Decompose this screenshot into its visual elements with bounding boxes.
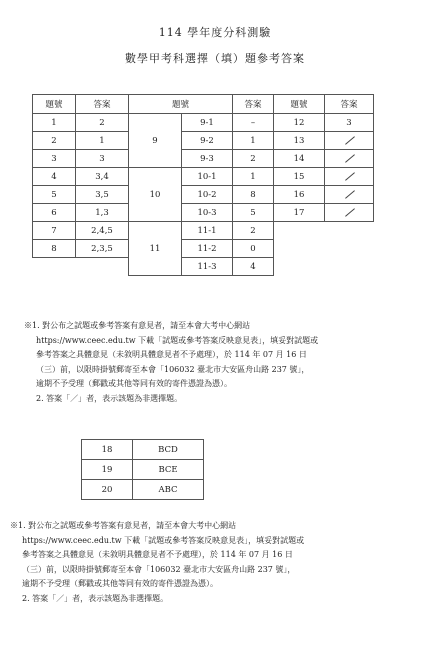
subquestion-cell: 9-3: [182, 150, 233, 168]
question-cell: 20: [82, 480, 133, 500]
slash-mark-icon: [344, 190, 355, 199]
answer-cell: 1: [233, 132, 274, 150]
answer-cell: [325, 132, 374, 150]
group-question-cell: 9: [129, 114, 182, 168]
question-cell: 14: [274, 150, 325, 168]
subquestion-cell: 11-1: [182, 222, 233, 240]
subquestion-cell: 11-2: [182, 240, 233, 258]
answer-cell: 5: [233, 204, 274, 222]
empty-area: [274, 222, 374, 276]
table-row: [33, 132, 374, 150]
subquestion-cell: 9-2: [182, 132, 233, 150]
header-cell: 答案: [233, 95, 274, 114]
note-line: 參考答案之具體意見（未敘明具體意見者不予處理），於 114 年 07 月 16 日: [22, 550, 293, 559]
answer-cell: [325, 186, 374, 204]
slash-mark-icon: [344, 172, 355, 181]
answer-cell: 1: [233, 168, 274, 186]
header-cell: 答案: [325, 95, 374, 114]
notes-block: [24, 319, 318, 406]
answer-cell: 0: [233, 240, 274, 258]
question-cell: 1: [33, 114, 76, 132]
answer-cell: –: [233, 114, 274, 132]
note-line: https://www.ceec.edu.tw 下載「試題或參考答案反映意見表」，填妥對試題或: [36, 335, 319, 345]
note-line: ※1. 對公布之試題或參考答案有意見者，請至本會大考中心網站: [24, 321, 251, 330]
subquestion-cell: 10-1: [182, 168, 233, 186]
note-line: （三）前，以限時掛號郵寄至本會「106032 臺北市大安區舟山路 237 號」，: [22, 564, 296, 574]
answer-cell: [325, 150, 374, 168]
answer-cell: [325, 168, 374, 186]
question-cell: 17: [274, 204, 325, 222]
question-cell: 5: [33, 186, 76, 204]
question-cell: 6: [33, 204, 76, 222]
answer-cell: 1,3: [76, 204, 129, 222]
note-line: 逾期不予受理（郵戳或其他等同有效的寄件憑證為憑）。: [22, 579, 218, 588]
table-header-row: [33, 95, 374, 114]
answer-cell: 2: [233, 222, 274, 240]
subquestion-cell: 10-2: [182, 186, 233, 204]
notes-block-repeat: [10, 519, 304, 606]
header-cell: 題號: [274, 95, 325, 114]
question-cell: 16: [274, 186, 325, 204]
page-subtitle: 數學甲考科選擇（填）題參考答案: [125, 52, 305, 65]
table-row: [33, 150, 374, 168]
answer-cell: 2: [233, 150, 274, 168]
question-cell: 13: [274, 132, 325, 150]
answer-cell: 4: [233, 258, 274, 276]
table-row: [33, 168, 374, 186]
question-cell: 19: [82, 460, 133, 480]
question-cell: 8: [33, 240, 76, 258]
answer-cell: 2: [76, 114, 129, 132]
question-cell: 15: [274, 168, 325, 186]
answer-cell: 8: [233, 186, 274, 204]
header-cell: 答案: [76, 95, 129, 114]
note-line: https://www.ceec.edu.tw 下載「試題或參考答案反映意見表」，填妥對試題或: [22, 535, 305, 545]
answer-cell: ABC: [133, 480, 204, 500]
table-row: [82, 480, 204, 500]
answer-table-fragment: [81, 439, 204, 500]
table-row: [33, 204, 374, 222]
subquestion-cell: 9-1: [182, 114, 233, 132]
note-line: ※1. 對公布之試題或參考答案有意見者，請至本會大考中心網站: [10, 521, 237, 530]
table-row: [33, 114, 374, 132]
answer-cell: 3,5: [76, 186, 129, 204]
slash-mark-icon: [344, 136, 355, 145]
question-cell: 3: [33, 150, 76, 168]
note-line: 參考答案之具體意見（未敘明具體意見者不予處理），於 114 年 07 月 16 日: [36, 350, 307, 359]
table-row: [82, 460, 204, 480]
slash-mark-icon: [344, 208, 355, 217]
note-line: 2. 答案「／」者，表示該題為非選擇題。: [22, 593, 169, 603]
answer-cell: BCD: [133, 440, 204, 460]
note-line: 2. 答案「／」者，表示該題為非選擇題。: [36, 393, 183, 403]
header-cell: 題號: [129, 95, 233, 114]
subquestion-cell: 10-3: [182, 204, 233, 222]
question-cell: 18: [82, 440, 133, 460]
question-cell: 12: [274, 114, 325, 132]
empty-area: [33, 258, 129, 276]
answer-cell: [325, 204, 374, 222]
question-cell: 4: [33, 168, 76, 186]
note-line: 逾期不予受理（郵戳或其他等同有效的寄件憑證為憑）。: [36, 379, 232, 388]
answer-cell: 3: [76, 150, 129, 168]
group-question-cell: 10: [129, 168, 182, 222]
answer-cell: 3,4: [76, 168, 129, 186]
answer-cell: 3: [325, 114, 374, 132]
answer-cell: 2,4,5: [76, 222, 129, 240]
table-row: [33, 222, 374, 240]
group-question-cell: 11: [129, 222, 182, 276]
answer-cell: 1: [76, 132, 129, 150]
table-row: [33, 186, 374, 204]
subquestion-cell: 11-3: [182, 258, 233, 276]
table-row: [82, 440, 204, 460]
question-cell: 2: [33, 132, 76, 150]
note-line: （三）前，以限時掛號郵寄至本會「106032 臺北市大安區舟山路 237 號」，: [36, 364, 310, 374]
answer-cell: 2,3,5: [76, 240, 129, 258]
page-title: 114 學年度分科測驗: [158, 26, 272, 39]
answer-table: [32, 94, 374, 276]
header-cell: 題號: [33, 95, 76, 114]
slash-mark-icon: [344, 154, 355, 163]
question-cell: 7: [33, 222, 76, 240]
answer-cell: BCE: [133, 460, 204, 480]
